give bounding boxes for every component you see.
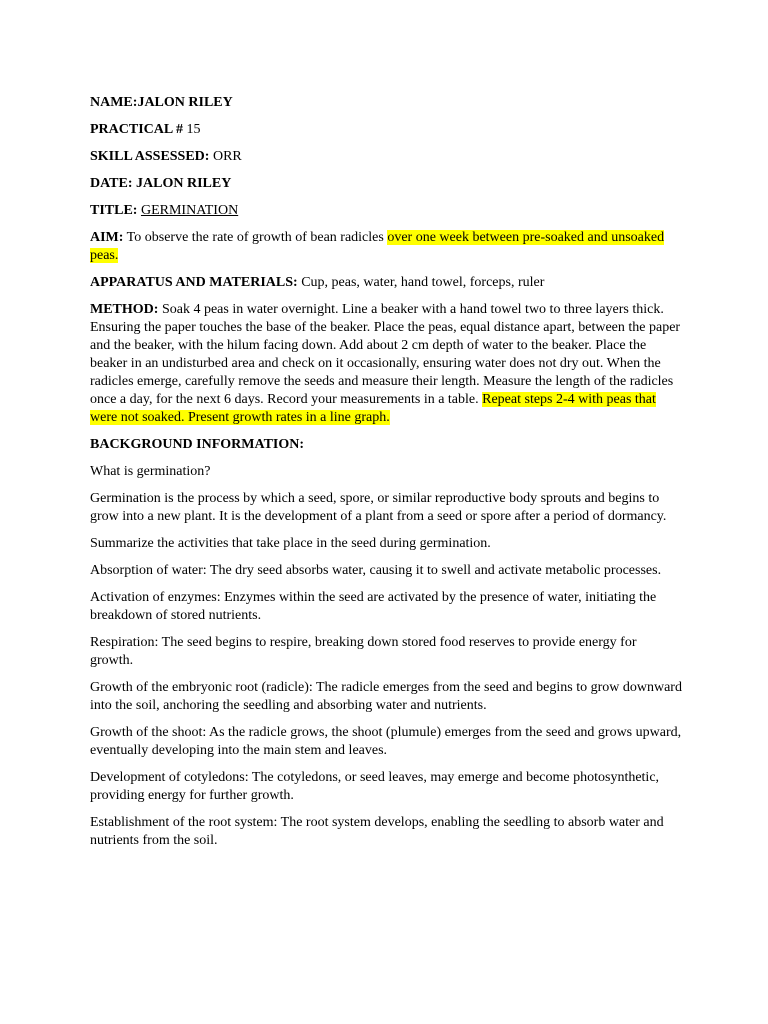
- aim-paragraph: [90, 229, 682, 265]
- date-value: JALON RILEY: [132, 176, 232, 191]
- background-paragraph: Growth of the embryonic root (radicle): The radicle emerges from the seed and begins to grow downward into the soil, anchoring the seedling and absorbing water and nutrients.: [90, 680, 682, 713]
- method-label: METHOD:: [90, 302, 159, 317]
- apparatus-text: Cup, peas, water, hand towel, forceps, ruler: [297, 275, 545, 290]
- apparatus-paragraph: [90, 274, 682, 292]
- practical-value: 15: [182, 122, 201, 137]
- title-line: [90, 202, 682, 220]
- aim-highlight: over one week between pre-soaked and unsoaked peas.: [90, 230, 665, 263]
- aim-label: AIM:: [90, 230, 124, 245]
- skill-value: ORR: [209, 149, 242, 164]
- date-line: [90, 175, 682, 193]
- apparatus-label: APPARATUS AND MATERIALS:: [90, 275, 298, 290]
- title-value: GERMINATION: [140, 203, 239, 218]
- name-value: JALON RILEY: [137, 95, 233, 110]
- name-label: NAME:: [90, 95, 138, 110]
- background-paragraph: Activation of enzymes: Enzymes within the seed are activated by the presence of water, initiating the breakdown of stored nutrients.: [90, 590, 657, 623]
- practical-line: [90, 121, 682, 139]
- background-paragraph: Respiration: The seed begins to respire, breaking down stored food reserves to provide energy for growth.: [90, 635, 637, 668]
- practical-label: PRACTICAL #: [90, 122, 183, 137]
- background-paragraph: Growth of the shoot: As the radicle grows, the shoot (plumule) emerges from the seed and grows upward, eventually developing into the main stem and leaves.: [90, 725, 682, 758]
- method-text: Soak 4 peas in water overnight. Line a beaker with a hand towel two to three layers thick. Ensuring the paper touches the base of the beaker. Place the peas, equal distance apart, between the paper and the beaker, with the hilum facing down. Add about 2 cm depth of water to the beaker. Place the beaker in an undisturbed area and check on it occasionally, ensuring water does not dry out. When the radicles emerge, carefully remove the seeds and measure their length. Measure the length of the radicles once a day, for the next 6 days. Record your measurements in a table.: [90, 302, 681, 407]
- method-paragraph: [90, 301, 682, 427]
- method-highlight: Repeat steps 2-4 with peas that were not soaked. Present growth rates in a line graph.: [90, 392, 656, 425]
- background-heading-text: BACKGROUND INFORMATION:: [90, 437, 305, 452]
- background-paragraph: Germination is the process by which a seed, spore, or similar reproductive body sprouts and begins to grow into a new plant. It is the development of a plant from a seed or spore after a period of dormancy.: [90, 491, 667, 524]
- document-body: [90, 94, 682, 859]
- background-paragraph: Absorption of water: The dry seed absorbs water, causing it to swell and activate metabolic processes.: [90, 563, 662, 578]
- date-label: DATE:: [90, 176, 133, 191]
- background-heading: [90, 436, 682, 454]
- background-paragraph: Development of cotyledons: The cotyledons, or seed leaves, may emerge and become photosynthetic, providing energy for further growth.: [90, 770, 660, 803]
- background-paragraph: What is germination?: [90, 464, 211, 479]
- title-label: TITLE:: [90, 203, 138, 218]
- skill-label: SKILL ASSESSED:: [90, 149, 210, 164]
- aim-text: To observe the rate of growth of bean radicles: [123, 230, 388, 245]
- background-paragraph: Establishment of the root system: The root system develops, enabling the seedling to absorb water and nutrients from the soil.: [90, 815, 664, 848]
- skill-line: [90, 148, 682, 166]
- name-line: [90, 94, 682, 112]
- background-paragraph: Summarize the activities that take place in the seed during germination.: [90, 536, 491, 551]
